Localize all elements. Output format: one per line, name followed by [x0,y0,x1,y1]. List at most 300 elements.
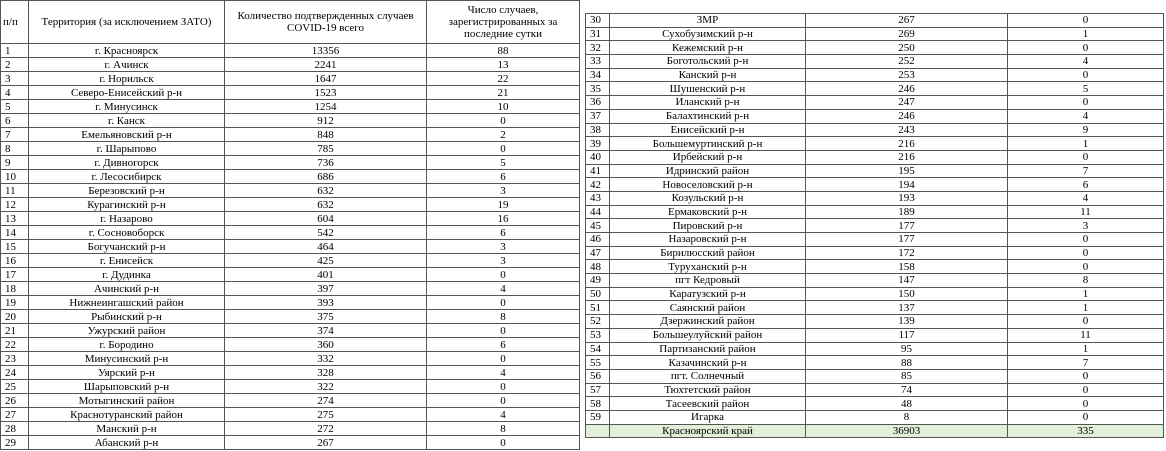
territory-name: г. Шарыпово [29,142,225,156]
row-number: 30 [586,14,610,28]
confirmed-count: 247 [806,96,1008,110]
table-row [586,178,1164,192]
row-number: 49 [586,274,610,288]
territory-name: г. Красноярск [29,44,225,58]
row-number: 42 [586,178,610,192]
territory-name: Боготольский р-н [610,55,806,69]
total-last-day: 335 [1008,424,1164,438]
territory-name: Манский р-н [29,422,225,436]
table-row [1,128,580,142]
row-number: 52 [586,315,610,329]
confirmed-count: 137 [806,301,1008,315]
row-number: 55 [586,356,610,370]
row-number: 58 [586,397,610,411]
row-number: 28 [1,422,29,436]
table-row [1,282,580,296]
last-day-count: 0 [1008,410,1164,424]
last-day-count: 0 [1008,397,1164,411]
territory-name: Дзержинский район [610,315,806,329]
table-row [1,72,580,86]
row-number: 46 [586,233,610,247]
table-row [1,184,580,198]
row-number: 48 [586,260,610,274]
table-row [1,142,580,156]
table-row [1,422,580,436]
territory-name: Сухобузимский р-н [610,27,806,41]
right-table-body [586,14,1164,438]
row-number: 34 [586,68,610,82]
row-number: 2 [1,58,29,72]
confirmed-count: 216 [806,150,1008,164]
last-day-count: 3 [427,240,580,254]
row-number: 40 [586,150,610,164]
confirmed-count: 150 [806,287,1008,301]
row-number: 4 [1,86,29,100]
territory-name: Мотыгинский район [29,394,225,408]
territory-name: г. Канск [29,114,225,128]
table-row [586,233,1164,247]
row-number: 1 [1,44,29,58]
table-row [586,219,1164,233]
row-number: 35 [586,82,610,96]
confirmed-count: 275 [225,408,427,422]
table-row [1,352,580,366]
table-row [1,310,580,324]
last-day-count: 11 [1008,205,1164,219]
confirmed-count: 2241 [225,58,427,72]
last-day-count: 0 [427,352,580,366]
last-day-count: 4 [1008,109,1164,123]
territory-name: Богучанский р-н [29,240,225,254]
table-row [586,397,1164,411]
table-row [586,246,1164,260]
territory-name: Курагинский р-н [29,198,225,212]
row-number: 5 [1,100,29,114]
confirmed-count: 269 [806,27,1008,41]
confirmed-count: 1254 [225,100,427,114]
confirmed-count: 542 [225,226,427,240]
table-row [586,27,1164,41]
table-row [1,86,580,100]
last-day-count: 5 [1008,82,1164,96]
table-row [586,287,1164,301]
header-last-day: Число случаев, зарегистрированных за последние сутки [427,1,580,44]
last-day-count: 0 [1008,150,1164,164]
territory-name: Каратузский р-н [610,287,806,301]
territory-name: г. Назарово [29,212,225,226]
territory-name: Березовский р-н [29,184,225,198]
row-number: 53 [586,328,610,342]
last-day-count: 0 [427,394,580,408]
row-number: 39 [586,137,610,151]
territory-name: Большемуртинский р-н [610,137,806,151]
row-number: 27 [1,408,29,422]
territory-name: г. Сосновоборск [29,226,225,240]
table-row [1,338,580,352]
confirmed-count: 177 [806,219,1008,233]
confirmed-count: 216 [806,137,1008,151]
header-confirmed: Количество подтвержденных случаев COVID-19 всего [225,1,427,44]
confirmed-count: 393 [225,296,427,310]
territory-name: Иланский р-н [610,96,806,110]
last-day-count: 6 [1008,178,1164,192]
confirmed-count: 193 [806,191,1008,205]
left-table-body [1,44,580,450]
confirmed-count: 912 [225,114,427,128]
table-row [1,44,580,58]
confirmed-count: 274 [225,394,427,408]
territory-name: Партизанский район [610,342,806,356]
confirmed-count: 88 [806,356,1008,370]
last-day-count: 8 [427,310,580,324]
confirmed-count: 1647 [225,72,427,86]
confirmed-count: 194 [806,178,1008,192]
territory-name: г. Бородино [29,338,225,352]
cases-table-left [0,0,580,450]
row-number: 7 [1,128,29,142]
total-confirmed: 36903 [806,424,1008,438]
territory-name: ЗМР [610,14,806,28]
row-number: 44 [586,205,610,219]
table-row [586,14,1164,28]
row-number: 43 [586,191,610,205]
last-day-count: 2 [427,128,580,142]
row-number: 22 [1,338,29,352]
confirmed-count: 848 [225,128,427,142]
confirmed-count: 172 [806,246,1008,260]
confirmed-count: 375 [225,310,427,324]
confirmed-count: 686 [225,170,427,184]
confirmed-count: 328 [225,366,427,380]
territory-name: Козульский р-н [610,191,806,205]
territory-name: Рыбинский р-н [29,310,225,324]
confirmed-count: 158 [806,260,1008,274]
territory-name: пгт Кедровый [610,274,806,288]
row-number: 6 [1,114,29,128]
confirmed-count: 117 [806,328,1008,342]
row-number: 41 [586,164,610,178]
territory-name: Емельяновский р-н [29,128,225,142]
confirmed-count: 8 [806,410,1008,424]
territory-name: Идринский район [610,164,806,178]
territory-name: Шарыповский р-н [29,380,225,394]
confirmed-count: 397 [225,282,427,296]
row-number: 29 [1,436,29,450]
table-row [586,301,1164,315]
row-number: 33 [586,55,610,69]
territory-name: г. Дивногорск [29,156,225,170]
territory-name: Балахтинский р-н [610,109,806,123]
territory-name: г. Ачинск [29,58,225,72]
table-row [586,356,1164,370]
territory-name: Ирбейский р-н [610,150,806,164]
header-number: п/п [1,1,29,44]
row-number: 36 [586,96,610,110]
table-row [1,156,580,170]
last-day-count: 7 [1008,356,1164,370]
cases-table-right [585,13,1164,438]
territory-name: Нижнеингашский район [29,296,225,310]
last-day-count: 8 [427,422,580,436]
confirmed-count: 253 [806,68,1008,82]
table-row [1,394,580,408]
last-day-count: 11 [1008,328,1164,342]
territory-name: Игарка [610,410,806,424]
territory-name: Ачинский р-н [29,282,225,296]
last-day-count: 6 [427,338,580,352]
last-day-count: 9 [1008,123,1164,137]
table-row [1,436,580,450]
territory-name: Туруханский р-н [610,260,806,274]
last-day-count: 5 [427,156,580,170]
confirmed-count: 272 [225,422,427,436]
row-number: 26 [1,394,29,408]
table-row [586,410,1164,424]
last-day-count: 0 [427,436,580,450]
table-row [586,96,1164,110]
confirmed-count: 736 [225,156,427,170]
table-row [1,380,580,394]
last-day-count: 6 [427,226,580,240]
territory-name: Ужурский район [29,324,225,338]
table-row [586,328,1164,342]
table-row [586,109,1164,123]
row-number: 18 [1,282,29,296]
confirmed-count: 48 [806,397,1008,411]
row-number: 24 [1,366,29,380]
confirmed-count: 1523 [225,86,427,100]
confirmed-count: 189 [806,205,1008,219]
territory-name: Минусинский р-н [29,352,225,366]
last-day-count: 4 [427,408,580,422]
table-row [586,150,1164,164]
last-day-count: 4 [427,282,580,296]
confirmed-count: 322 [225,380,427,394]
row-number: 45 [586,219,610,233]
confirmed-count: 246 [806,82,1008,96]
territory-name: пгт. Солнечный [610,369,806,383]
table-row [586,342,1164,356]
confirmed-count: 252 [806,55,1008,69]
confirmed-count: 374 [225,324,427,338]
territory-name: Большеулуйский район [610,328,806,342]
last-day-count: 1 [1008,137,1164,151]
confirmed-count: 246 [806,109,1008,123]
row-number: 13 [1,212,29,226]
last-day-count: 3 [1008,219,1164,233]
row-number: 16 [1,254,29,268]
confirmed-count: 95 [806,342,1008,356]
territory-name: Пировский р-н [610,219,806,233]
row-number: 37 [586,109,610,123]
total-row [586,424,1164,438]
confirmed-count: 785 [225,142,427,156]
confirmed-count: 147 [806,274,1008,288]
row-number: 17 [1,268,29,282]
last-day-count: 0 [1008,246,1164,260]
territory-name: Кежемский р-н [610,41,806,55]
territory-name: Ермаковский р-н [610,205,806,219]
territory-name: Бирилюсский район [610,246,806,260]
last-day-count: 6 [427,170,580,184]
table-row [586,315,1164,329]
territory-name: Енисейский р-н [610,123,806,137]
confirmed-count: 632 [225,198,427,212]
territory-name: г. Минусинск [29,100,225,114]
row-number: 12 [1,198,29,212]
confirmed-count: 139 [806,315,1008,329]
row-number: 25 [1,380,29,394]
confirmed-count: 177 [806,233,1008,247]
table-row [1,170,580,184]
table-row [1,366,580,380]
table-header-row [1,1,580,44]
last-day-count: 16 [427,212,580,226]
table-row [586,369,1164,383]
last-day-count: 0 [1008,260,1164,274]
last-day-count: 10 [427,100,580,114]
territory-name: Назаровский р-н [610,233,806,247]
confirmed-count: 250 [806,41,1008,55]
last-day-count: 3 [427,184,580,198]
territory-name: г. Дудинка [29,268,225,282]
last-day-count: 1 [1008,287,1164,301]
table-row [1,268,580,282]
last-day-count: 1 [1008,342,1164,356]
territory-name: Тюхтетский район [610,383,806,397]
row-number: 14 [1,226,29,240]
last-day-count: 0 [1008,369,1164,383]
last-day-count: 0 [427,296,580,310]
table-row [586,68,1164,82]
table-row [1,100,580,114]
last-day-count: 22 [427,72,580,86]
confirmed-count: 464 [225,240,427,254]
territory-name: Уярский р-н [29,366,225,380]
row-number: 31 [586,27,610,41]
table-row [1,212,580,226]
table-row [586,41,1164,55]
confirmed-count: 267 [225,436,427,450]
table-row [1,324,580,338]
last-day-count: 88 [427,44,580,58]
last-day-count: 4 [427,366,580,380]
row-number: 19 [1,296,29,310]
territory-name: Краснотуранский район [29,408,225,422]
confirmed-count: 425 [225,254,427,268]
last-day-count: 0 [1008,68,1164,82]
table-row [1,408,580,422]
table-row [586,137,1164,151]
last-day-count: 4 [1008,191,1164,205]
row-number: 3 [1,72,29,86]
last-day-count: 0 [1008,41,1164,55]
row-number: 54 [586,342,610,356]
table-row [1,240,580,254]
territory-name: г. Енисейск [29,254,225,268]
table-row [1,296,580,310]
last-day-count: 0 [1008,96,1164,110]
last-day-count: 1 [1008,301,1164,315]
row-number: 56 [586,369,610,383]
total-row-number [586,424,610,438]
row-number: 23 [1,352,29,366]
last-day-count: 0 [427,268,580,282]
last-day-count: 21 [427,86,580,100]
territory-name: Абанский р-н [29,436,225,450]
confirmed-count: 195 [806,164,1008,178]
confirmed-count: 243 [806,123,1008,137]
territory-name: Казачинский р-н [610,356,806,370]
territory-name: г. Лесосибирск [29,170,225,184]
last-day-count: 0 [427,324,580,338]
row-number: 50 [586,287,610,301]
table-row [1,58,580,72]
confirmed-count: 604 [225,212,427,226]
header-territory: Территория (за исключением ЗАТО) [29,1,225,44]
territory-name: Саянский район [610,301,806,315]
row-number: 21 [1,324,29,338]
table-row [586,191,1164,205]
table-row [1,254,580,268]
row-number: 32 [586,41,610,55]
row-number: 9 [1,156,29,170]
confirmed-count: 267 [806,14,1008,28]
last-day-count: 0 [1008,315,1164,329]
last-day-count: 8 [1008,274,1164,288]
confirmed-count: 332 [225,352,427,366]
last-day-count: 1 [1008,27,1164,41]
row-number: 59 [586,410,610,424]
territory-name: г. Норильск [29,72,225,86]
row-number: 47 [586,246,610,260]
last-day-count: 0 [1008,233,1164,247]
last-day-count: 3 [427,254,580,268]
row-number: 10 [1,170,29,184]
table-row [1,198,580,212]
confirmed-count: 85 [806,369,1008,383]
table-row [586,123,1164,137]
table-row [586,260,1164,274]
row-number: 8 [1,142,29,156]
last-day-count: 0 [1008,14,1164,28]
table-row [1,114,580,128]
table-row [586,383,1164,397]
row-number: 15 [1,240,29,254]
last-day-count: 0 [427,380,580,394]
last-day-count: 0 [1008,383,1164,397]
confirmed-count: 13356 [225,44,427,58]
row-number: 38 [586,123,610,137]
total-territory: Красноярский край [610,424,806,438]
last-day-count: 0 [427,142,580,156]
territory-name: Тасеевский район [610,397,806,411]
last-day-count: 0 [427,114,580,128]
confirmed-count: 401 [225,268,427,282]
last-day-count: 4 [1008,55,1164,69]
row-number: 57 [586,383,610,397]
territory-name: Новоселовский р-н [610,178,806,192]
last-day-count: 13 [427,58,580,72]
confirmed-count: 360 [225,338,427,352]
territory-name: Северо-Енисейский р-н [29,86,225,100]
territory-name: Канский р-н [610,68,806,82]
territory-name: Шушенский р-н [610,82,806,96]
table-row [586,82,1164,96]
table-row [586,205,1164,219]
table-row [1,226,580,240]
last-day-count: 7 [1008,164,1164,178]
